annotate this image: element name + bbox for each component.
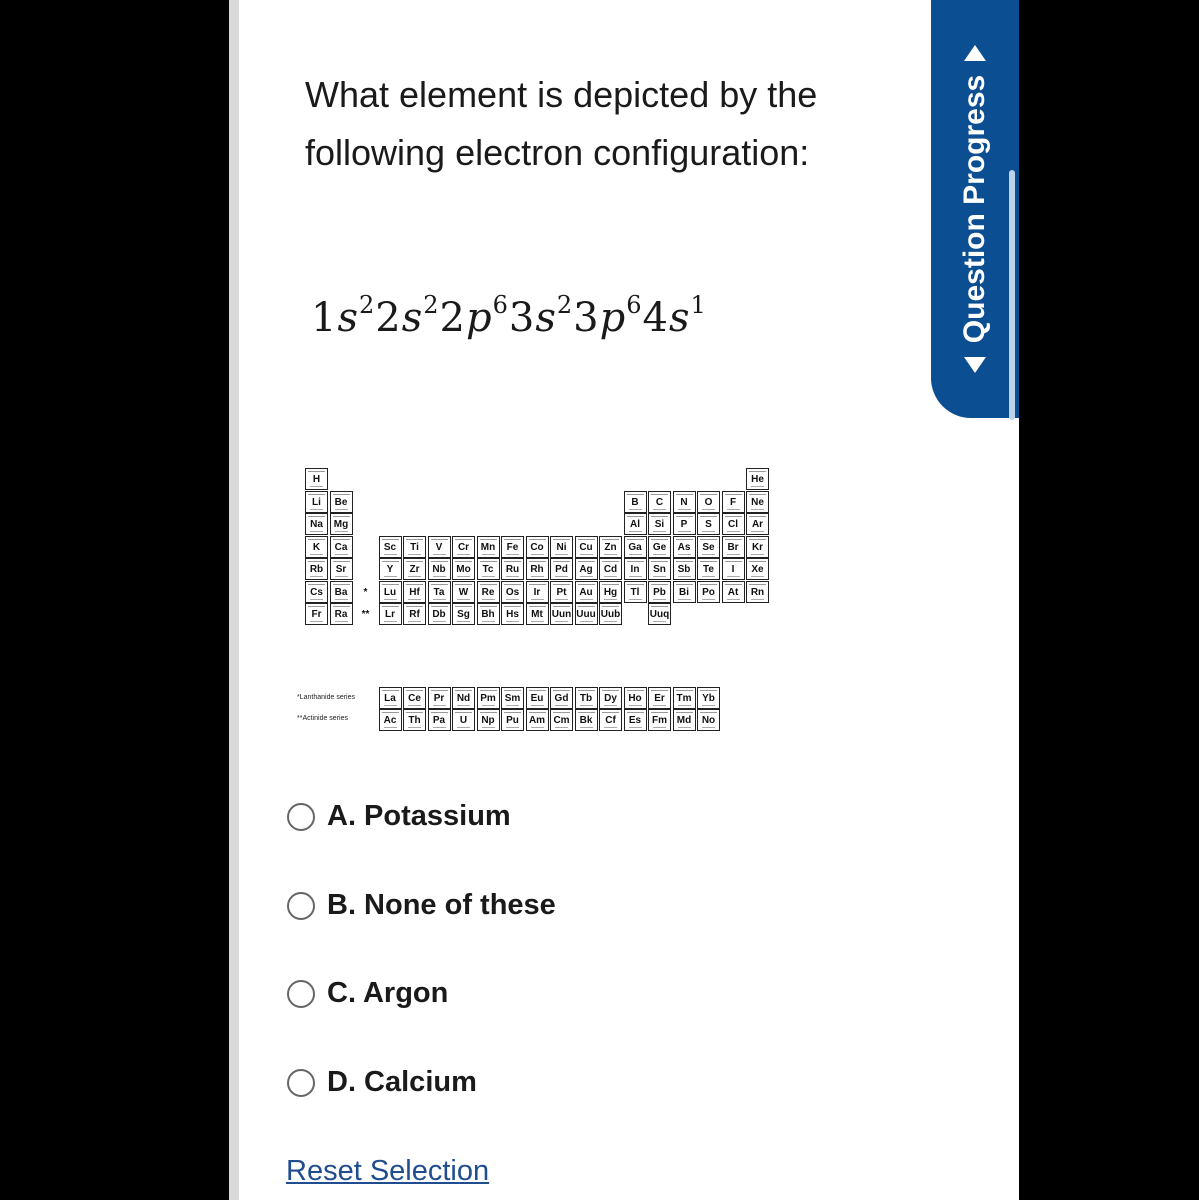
- config-term: [375, 291, 440, 342]
- element-cell: [379, 558, 402, 580]
- question-progress-inner: [931, 0, 1019, 418]
- element-cell: [501, 709, 524, 731]
- config-term: [508, 291, 574, 342]
- element-symbol: Md: [676, 715, 692, 726]
- element-symbol: P: [680, 519, 688, 530]
- element-cell: [697, 558, 720, 580]
- element-symbol: Uun: [551, 609, 572, 620]
- element-symbol: Hg: [603, 586, 618, 598]
- element-symbol: Os: [505, 586, 520, 598]
- element-cell: [697, 581, 720, 603]
- element-symbol: V: [435, 541, 443, 553]
- element-cell: [624, 536, 647, 558]
- element-symbol: Y: [386, 564, 394, 575]
- element-symbol: Ca: [334, 541, 348, 553]
- element-cell: [722, 536, 745, 558]
- element-symbol: Lr: [385, 609, 395, 620]
- element-symbol: Re: [481, 586, 495, 598]
- element-cell: [501, 603, 524, 625]
- config-electrons: 2: [423, 291, 440, 319]
- config-term: [311, 291, 376, 342]
- option-c[interactable]: [287, 977, 448, 1010]
- config-subshell: s: [337, 295, 359, 342]
- config-electrons: 2: [358, 291, 376, 319]
- reset-selection-link[interactable]: Reset Selection: [286, 1155, 490, 1187]
- element-cell: [746, 536, 769, 558]
- element-cell: [379, 709, 402, 731]
- element-cell: [330, 491, 353, 513]
- element-symbol: Rn: [750, 586, 765, 598]
- element-symbol: Dy: [604, 693, 617, 704]
- element-cell: [575, 687, 598, 709]
- element-cell: [379, 603, 402, 625]
- arrow-right-icon: [964, 45, 986, 61]
- element-cell: [697, 536, 720, 558]
- element-cell: [526, 558, 549, 580]
- element-cell: [526, 581, 549, 603]
- element-symbol: N: [680, 496, 688, 508]
- element-symbol: Pa: [432, 715, 446, 726]
- element-symbol: Bh: [481, 609, 495, 620]
- series-marker-symbol: *: [363, 586, 368, 598]
- element-symbol: Cl: [728, 519, 738, 530]
- config-term: [439, 291, 509, 342]
- option-a[interactable]: [287, 800, 511, 833]
- element-cell: [648, 536, 671, 558]
- element-symbol: Pm: [480, 693, 496, 704]
- element-symbol: Ga: [628, 541, 642, 553]
- element-symbol: Yb: [702, 693, 715, 704]
- element-symbol: Ni: [556, 541, 567, 553]
- element-symbol: Mt: [531, 609, 543, 620]
- element-cell: [501, 687, 524, 709]
- element-cell: [501, 581, 524, 603]
- element-cell: [330, 513, 353, 535]
- element-cell: [428, 581, 451, 603]
- option-c-label: C. Argon: [327, 977, 449, 1009]
- element-cell: [501, 536, 524, 558]
- element-cell: [746, 491, 769, 513]
- series-marker-symbol: **: [361, 609, 370, 620]
- series-marker: [354, 603, 377, 625]
- element-symbol: Am: [528, 715, 546, 726]
- element-symbol: W: [458, 586, 469, 598]
- option-d-label: D. Calcium: [327, 1066, 477, 1098]
- element-symbol: Ho: [628, 693, 642, 704]
- element-symbol: Rf: [409, 609, 420, 620]
- element-symbol: Hf: [409, 586, 420, 598]
- element-symbol: U: [459, 715, 468, 726]
- element-cell: [550, 687, 573, 709]
- element-symbol: Zr: [409, 564, 420, 575]
- config-electrons: 6: [492, 291, 509, 319]
- element-symbol: Ne: [751, 496, 764, 508]
- element-cell: [330, 558, 353, 580]
- element-cell: [452, 603, 475, 625]
- element-cell: [599, 581, 622, 603]
- element-cell: [575, 709, 598, 731]
- element-cell: [403, 558, 426, 580]
- element-symbol: K: [312, 541, 321, 553]
- element-cell: [550, 709, 573, 731]
- element-symbol: Cr: [457, 541, 470, 553]
- element-symbol: Sb: [677, 564, 691, 575]
- element-cell: [722, 491, 745, 513]
- option-d[interactable]: [287, 1066, 477, 1099]
- element-cell: [428, 709, 451, 731]
- element-cell: [697, 687, 720, 709]
- element-cell: [746, 468, 769, 490]
- element-cell: [648, 603, 671, 625]
- element-symbol: Ce: [408, 693, 421, 704]
- element-cell: [624, 558, 647, 580]
- element-cell: [452, 581, 475, 603]
- element-cell: [624, 513, 647, 535]
- element-cell: [550, 536, 573, 558]
- element-symbol: Rb: [309, 564, 324, 575]
- element-cell: [599, 536, 622, 558]
- element-cell: [673, 536, 696, 558]
- element-cell: [624, 709, 647, 731]
- element-symbol: Ac: [383, 715, 397, 726]
- element-symbol: Be: [334, 496, 348, 508]
- series-marker: [354, 581, 377, 603]
- element-symbol: C: [655, 496, 664, 508]
- question-progress-tab[interactable]: [931, 0, 1019, 418]
- config-electrons: 6: [626, 291, 643, 319]
- element-cell: [575, 558, 598, 580]
- element-symbol: Pd: [555, 564, 568, 575]
- element-cell: [477, 603, 500, 625]
- element-symbol: Gd: [554, 693, 569, 704]
- element-symbol: Np: [481, 715, 495, 726]
- element-symbol: Th: [408, 715, 421, 726]
- question-progress-label: Question Progress: [958, 74, 991, 344]
- element-cell: [599, 558, 622, 580]
- element-symbol: Bk: [579, 715, 593, 726]
- radio-a[interactable]: [287, 803, 315, 831]
- element-cell: [550, 581, 573, 603]
- element-symbol: Li: [312, 496, 321, 508]
- element-cell: [403, 536, 426, 558]
- left-divider-stripe: [229, 0, 239, 1200]
- element-symbol: Rh: [530, 564, 544, 575]
- config-subshell: s: [535, 295, 557, 342]
- element-cell: [428, 536, 451, 558]
- element-cell: [648, 687, 671, 709]
- element-symbol: Sn: [653, 564, 666, 575]
- element-symbol: Fr: [311, 609, 322, 620]
- element-cell: [330, 581, 353, 603]
- element-cell: [599, 603, 622, 625]
- element-cell: [648, 558, 671, 580]
- element-symbol: Ar: [751, 519, 764, 530]
- element-symbol: Na: [310, 519, 323, 530]
- element-cell: [305, 513, 328, 535]
- element-symbol: F: [729, 496, 737, 508]
- element-cell: [575, 603, 598, 625]
- config-subshell: s: [668, 295, 691, 342]
- element-symbol: I: [731, 564, 735, 575]
- element-symbol: Ti: [410, 541, 419, 553]
- element-cell: [403, 581, 426, 603]
- element-cell: [673, 581, 696, 603]
- radio-d[interactable]: [287, 1069, 315, 1097]
- element-symbol: Hs: [506, 609, 519, 620]
- element-cell: [575, 581, 598, 603]
- element-symbol: Es: [628, 715, 642, 726]
- element-symbol: Uub: [600, 609, 621, 620]
- element-symbol: Te: [703, 564, 714, 575]
- element-symbol: Mg: [333, 519, 349, 530]
- element-symbol: Cd: [603, 564, 618, 575]
- element-cell: [624, 581, 647, 603]
- element-cell: [305, 603, 328, 625]
- element-cell: [673, 709, 696, 731]
- element-symbol: Ru: [505, 564, 520, 575]
- element-symbol: Co: [530, 541, 544, 553]
- element-cell: [428, 558, 451, 580]
- element-cell: [697, 491, 720, 513]
- config-electrons: 2: [556, 291, 574, 319]
- element-cell: [624, 687, 647, 709]
- config-shell: 3: [508, 295, 536, 342]
- question-text: What element is depicted by the following electron configuration:: [305, 74, 818, 173]
- element-symbol: Pu: [506, 715, 519, 726]
- element-cell: [403, 687, 426, 709]
- element-symbol: Sc: [383, 541, 397, 553]
- electron-configuration: [311, 291, 707, 342]
- element-cell: [575, 536, 598, 558]
- element-symbol: Zn: [604, 541, 617, 553]
- option-b-label: B. None of these: [327, 889, 556, 921]
- element-symbol: Pb: [653, 586, 666, 598]
- radio-c[interactable]: [287, 980, 315, 1008]
- element-symbol: Fe: [506, 541, 519, 553]
- element-symbol: Uuu: [576, 609, 596, 620]
- element-symbol: Bi: [679, 586, 689, 598]
- element-symbol: Tb: [579, 693, 593, 704]
- actinide-series-label: **Actinide series: [297, 715, 348, 722]
- element-cell: [526, 687, 549, 709]
- element-cell: [673, 491, 696, 513]
- config-term: [573, 291, 643, 342]
- config-shell: 2: [375, 295, 402, 342]
- element-symbol: Cm: [553, 715, 570, 726]
- element-symbol: Cs: [310, 586, 323, 598]
- element-symbol: Ir: [533, 586, 541, 598]
- option-a-label: A. Potassium: [327, 800, 511, 832]
- lanthanide-series-label: *Lanthanide series: [297, 694, 355, 701]
- element-symbol: S: [705, 519, 712, 530]
- question-panel: [239, 0, 1019, 1200]
- element-symbol: Fm: [652, 715, 667, 726]
- element-symbol: Sg: [457, 609, 470, 620]
- element-symbol: Ta: [433, 586, 445, 598]
- element-cell: [330, 603, 353, 625]
- element-cell: [722, 558, 745, 580]
- element-symbol: At: [727, 586, 739, 598]
- config-term: [642, 291, 707, 342]
- element-cell: [305, 558, 328, 580]
- element-cell: [501, 558, 524, 580]
- element-cell: [648, 709, 671, 731]
- element-symbol: Lu: [383, 586, 397, 598]
- element-cell: [379, 581, 402, 603]
- config-shell: 4: [642, 295, 669, 342]
- element-cell: [305, 536, 328, 558]
- element-symbol: Eu: [530, 693, 544, 704]
- element-cell: [477, 709, 500, 731]
- element-cell: [428, 687, 451, 709]
- element-symbol: Mo: [456, 564, 471, 575]
- element-symbol: Ag: [579, 564, 593, 575]
- element-cell: [722, 581, 745, 603]
- option-b[interactable]: [287, 889, 556, 922]
- config-electrons: 1: [690, 291, 707, 319]
- element-symbol: La: [384, 693, 396, 704]
- element-cell: [673, 687, 696, 709]
- element-symbol: As: [677, 541, 691, 553]
- element-symbol: Al: [630, 519, 640, 530]
- element-cell: [746, 581, 769, 603]
- element-cell: [477, 536, 500, 558]
- config-shell: 3: [573, 295, 600, 342]
- element-symbol: H: [312, 474, 321, 485]
- progress-scroll-indicator: [1009, 170, 1015, 420]
- element-symbol: Pr: [433, 693, 445, 704]
- element-symbol: Uuq: [649, 609, 670, 620]
- element-symbol: He: [751, 474, 764, 485]
- element-symbol: Sm: [504, 693, 521, 704]
- element-symbol: Tc: [482, 564, 494, 575]
- element-cell: [722, 513, 745, 535]
- element-cell: [648, 581, 671, 603]
- element-symbol: Sr: [335, 564, 347, 575]
- element-symbol: Ba: [334, 586, 348, 598]
- element-cell: [452, 687, 475, 709]
- element-cell: [697, 709, 720, 731]
- element-cell: [403, 709, 426, 731]
- element-cell: [452, 536, 475, 558]
- element-symbol: No: [701, 715, 716, 726]
- element-symbol: O: [704, 496, 713, 508]
- element-symbol: Pt: [556, 586, 567, 598]
- element-cell: [305, 491, 328, 513]
- element-symbol: Nd: [456, 693, 471, 704]
- element-symbol: Xe: [751, 564, 764, 575]
- element-cell: [648, 491, 671, 513]
- element-symbol: Ge: [652, 541, 667, 553]
- element-cell: [477, 687, 500, 709]
- element-symbol: Er: [654, 693, 665, 704]
- element-cell: [673, 558, 696, 580]
- element-symbol: In: [630, 564, 640, 575]
- element-cell: [697, 513, 720, 535]
- config-shell: 1: [311, 295, 338, 342]
- element-cell: [477, 581, 500, 603]
- element-cell: [526, 536, 549, 558]
- element-symbol: Kr: [751, 541, 764, 553]
- element-cell: [379, 687, 402, 709]
- element-cell: [428, 603, 451, 625]
- element-cell: [550, 558, 573, 580]
- element-symbol: Ra: [334, 609, 348, 620]
- element-symbol: Po: [702, 586, 715, 598]
- element-cell: [550, 603, 573, 625]
- element-cell: [648, 513, 671, 535]
- element-cell: [330, 536, 353, 558]
- element-cell: [305, 581, 328, 603]
- element-symbol: Cu: [579, 541, 593, 553]
- element-cell: [452, 709, 475, 731]
- arrow-left-icon: [964, 357, 986, 373]
- element-cell: [599, 709, 622, 731]
- element-cell: [673, 513, 696, 535]
- element-symbol: Db: [432, 609, 446, 620]
- element-cell: [526, 603, 549, 625]
- element-symbol: Au: [579, 586, 593, 598]
- element-cell: [624, 491, 647, 513]
- element-symbol: Br: [727, 541, 739, 553]
- element-cell: [746, 513, 769, 535]
- element-symbol: Si: [654, 519, 665, 530]
- element-cell: [379, 536, 402, 558]
- element-cell: [477, 558, 500, 580]
- element-symbol: Tm: [676, 693, 692, 704]
- element-cell: [599, 687, 622, 709]
- element-cell: [403, 603, 426, 625]
- radio-b[interactable]: [287, 892, 315, 920]
- element-symbol: Nb: [432, 564, 446, 575]
- config-shell: 2: [439, 295, 466, 342]
- config-subshell: p: [465, 295, 493, 342]
- element-cell: [526, 709, 549, 731]
- element-symbol: Tl: [630, 586, 640, 598]
- element-cell: [305, 468, 328, 490]
- element-symbol: B: [631, 496, 639, 508]
- config-subshell: s: [401, 295, 424, 342]
- element-cell: [746, 558, 769, 580]
- element-symbol: Se: [702, 541, 715, 553]
- element-symbol: Mn: [480, 541, 496, 553]
- element-symbol: Cf: [605, 715, 616, 726]
- element-cell: [452, 558, 475, 580]
- config-subshell: p: [599, 295, 627, 342]
